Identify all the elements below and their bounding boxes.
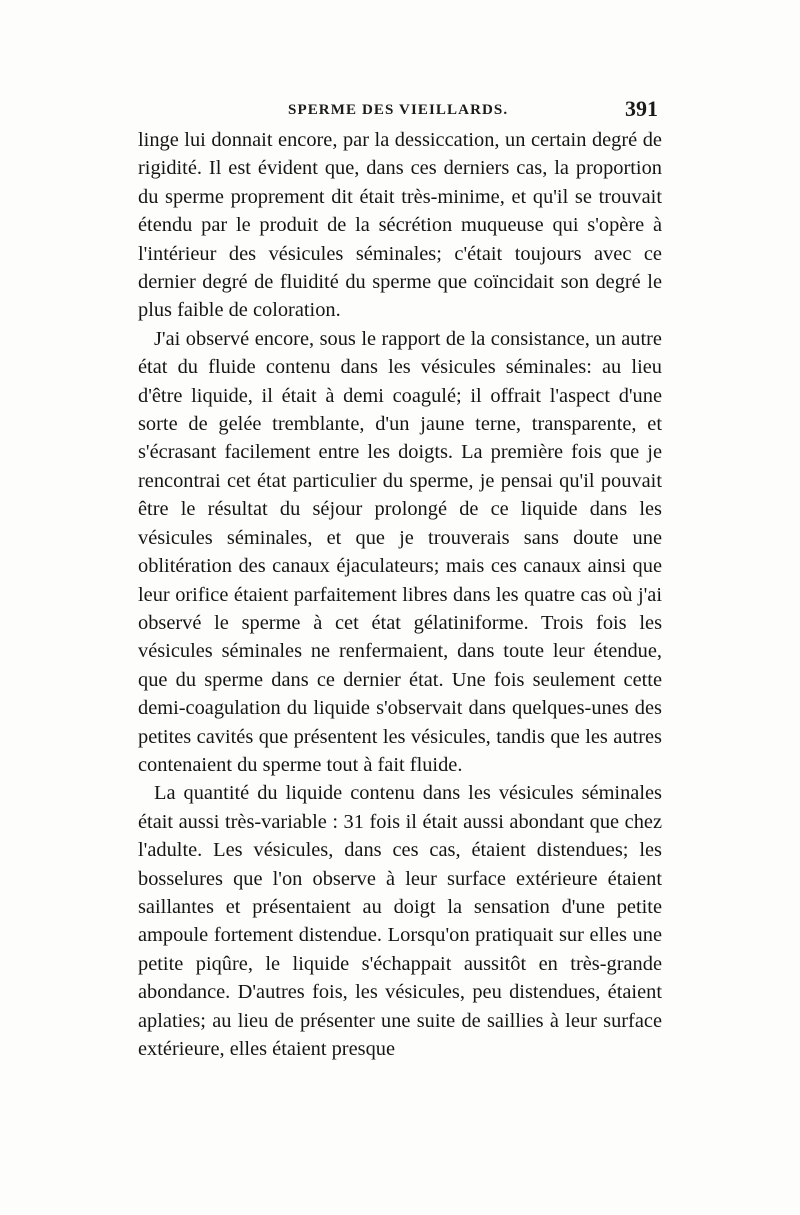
body-text xyxy=(138,126,662,1063)
paragraph-3: La quantité du liquide contenu dans les vésicules séminales était aussi très-variable : 31 fois il était aussi abondant que chez l'adulte. Les vésicules, dans ces cas, étaient distendues; les bosselures que l'on observe à leur surface extérieure étaient saillantes et présentaient au doigt la sensation d'une petite ampoule fortement distendue. Lorsqu'on pratiquait sur elles une petite piqûre, le liquide s'échappait aussitôt en très-grande abondance. D'autres fois, les vésicules, peu distendues, étaient aplaties; au lieu de présenter une suite de saillies à leur surface extérieure, elles étaient presque xyxy=(138,782,662,1060)
page-header xyxy=(140,96,660,126)
paragraph-2: J'ai observé encore, sous le rapport de la consistance, un autre état du fluide contenu dans les vésicules séminales: au lieu d'être liquide, il était à demi coagulé; il offrait l'aspect d'une sorte de gelée tremblante, d'un jaune terne, transparente, et s'écrasant facilement entre les doigts. La première fois que je rencontrai cet état particulier du sperme, je pensai qu'il pouvait être le résultat du séjour prolongé de ce liquide dans les vésicules séminales, et que je trouverais sans doute une oblitération des canaux éjaculateurs; mais ces canaux ainsi que leur orifice étaient parfaitement libres dans les quatre cas où j'ai observé le sperme à cet état gélatiniforme. Trois fois les vésicules séminales ne renfermaient, dans toute leur étendue, que du sperme dans ce dernier état. Une fois seulement cette demi-coagulation du liquide s'observait dans quelques-unes des petites cavités que présentent les vésicules, tandis que les autres contenaient du sperme tout à fait fluide. xyxy=(138,327,662,776)
page-number: 391 xyxy=(625,96,658,121)
running-head: SPERME DES VIEILLARDS. xyxy=(288,102,509,118)
paragraph-1: linge lui donnait encore, par la dessiccation, un certain degré de rigidité. Il est évident que, dans ces derniers cas, la proportion du sperme proprement dit était très-minime, et qu'il se trouvait étendu par le produit de la sécrétion muqueuse qui s'opère à l'intérieur des vésicules séminales; c'était toujours avec ce dernier degré de fluidité du sperme que coïncidait son degré le plus faible de coloration. xyxy=(138,129,662,322)
